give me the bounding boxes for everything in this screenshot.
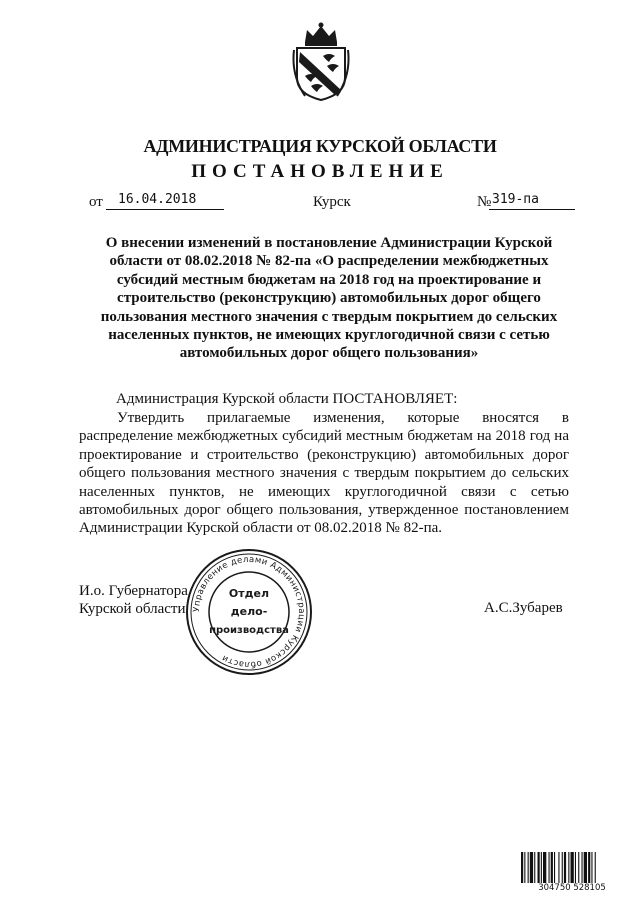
stamp-center-line2: дело-	[230, 605, 268, 618]
number-underline	[489, 209, 575, 210]
barcode-bar	[554, 852, 555, 884]
barcode-bar	[562, 852, 563, 884]
barcode-bar	[541, 852, 542, 884]
document-heading: О внесении изменений в постановление Администрации Курской области от 08.02.2018 № 82-па «О распределении межбюджетных субсидий местным бюджетам на 2018 год на проектирование и строительство (реконструкцию) автомобильных дорог общего пользования местного значения с твердым покрытием до сельских населенных пунктов, не имеющих круглогодичной связи с сетью автомобильных дорог общего пользования»	[100, 235, 558, 362]
barcode-bar	[530, 852, 533, 884]
barcode-bar	[564, 852, 566, 884]
barcode-number: 304750 528105	[521, 883, 623, 893]
signer-title	[79, 582, 188, 619]
barcode-bar	[582, 852, 583, 884]
barcode-bar	[588, 852, 590, 884]
barcode-bar	[534, 852, 535, 884]
barcode-bar	[591, 852, 592, 884]
date-prefix: от	[89, 194, 103, 210]
barcode-bar	[543, 852, 546, 884]
barcode-bar	[524, 852, 525, 884]
date-underline	[106, 209, 224, 210]
number-prefix: №	[477, 194, 492, 210]
barcode-bar	[528, 852, 529, 884]
coat-of-arms-icon	[291, 20, 351, 102]
signer-title-line1: И.о. Губернатора	[79, 583, 188, 599]
decree-paragraph: Утвердить прилагаемые изменения, которые вносятся в распределение межбюджетных субсидий местным бюджетам на 2018 год на проектирование и строительство (реконструкцию) автомобильных дорог общего пользования местного значения с твердым покрытием до сельских населенных пунктов, не имеющих круглогодичной связи с сетью автомобильных дорог общего пользования, утвержденное постановлением Администрации Курской области от 08.02.2018 № 82-па.	[79, 410, 569, 537]
barcode-bar	[549, 852, 550, 884]
document-type: ПОСТАНОВЛЕНИЕ	[191, 161, 449, 182]
barcode-bar	[551, 852, 553, 884]
signer-title-line2: Курской области	[79, 601, 186, 618]
document-city: Курск	[313, 194, 351, 210]
barcode-bar	[575, 852, 576, 884]
barcode-bar	[558, 852, 559, 884]
organization-title: АДМИНИСТРАЦИЯ КУРСКОЙ ОБЛАСТИ	[143, 136, 497, 156]
decree-line: Администрация Курской области ПОСТАНОВЛЯЕТ:	[116, 391, 458, 407]
barcode-bar	[538, 852, 540, 884]
stamp-center-line1: Отдел	[228, 587, 270, 600]
barcode-bar	[521, 852, 523, 884]
office-stamp	[184, 547, 314, 677]
barcode-bar	[571, 852, 574, 884]
barcode-bar	[568, 852, 569, 884]
signer-name: А.С.Зубарев	[484, 600, 563, 616]
barcode-bar	[595, 852, 596, 884]
stamp-ring-text: Управление делами Администрации Курской области	[191, 554, 307, 670]
document-number: 319-па	[492, 192, 539, 207]
barcode-bar	[584, 852, 587, 884]
barcode-bar	[578, 852, 579, 884]
stamp-center-line3: производства	[209, 625, 289, 636]
document-date: 16.04.2018	[118, 192, 197, 207]
